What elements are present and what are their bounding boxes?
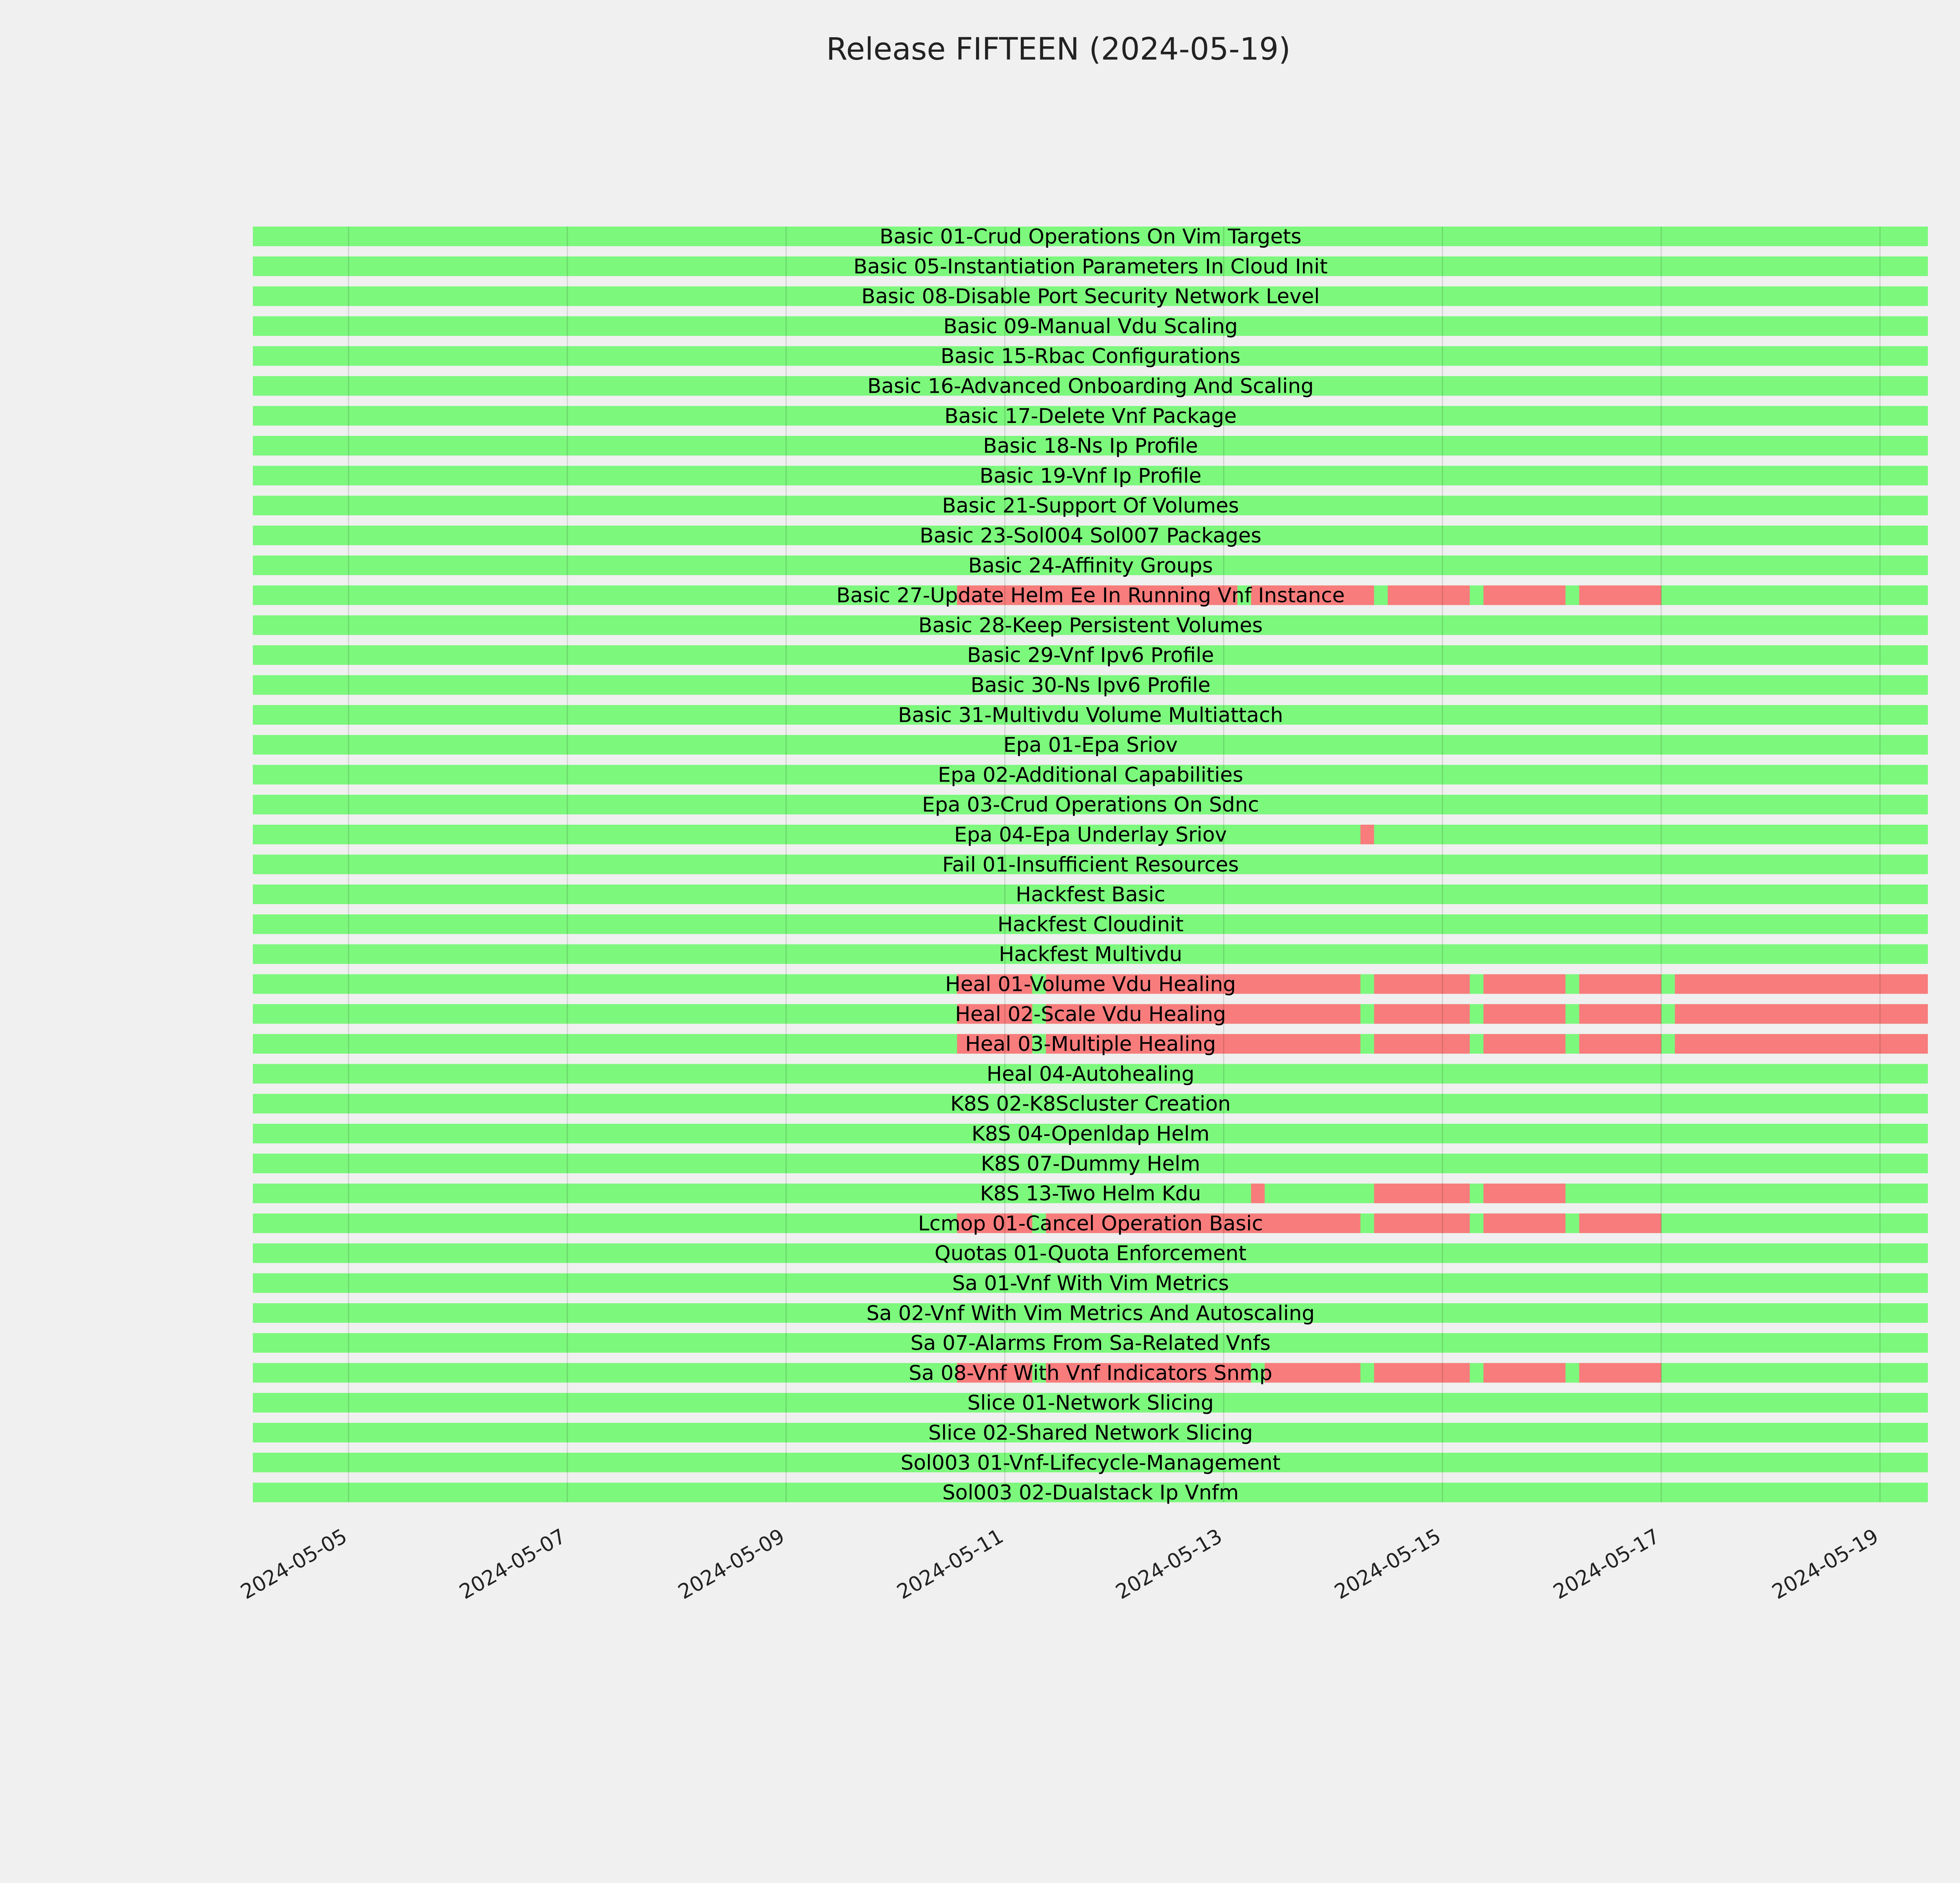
row-label: Epa 02-Additional Capabilities bbox=[938, 763, 1243, 787]
row-label: Sa 07-Alarms From Sa-Related Vnfs bbox=[910, 1332, 1271, 1355]
row-fail-segment bbox=[1483, 1004, 1565, 1024]
row-fail-segment bbox=[1675, 1004, 1928, 1024]
row-fail-segment bbox=[1483, 1363, 1565, 1382]
row-label: Quotas 01-Quota Enforcement bbox=[935, 1242, 1247, 1266]
x-axis-ticks bbox=[237, 1524, 1882, 1604]
x-tick-label: 2024-05-15 bbox=[1330, 1524, 1445, 1604]
row-label: Slice 02-Shared Network Slicing bbox=[928, 1421, 1253, 1445]
row-fail-segment bbox=[1579, 1214, 1661, 1233]
row-label: Basic 15-Rbac Configurations bbox=[940, 345, 1241, 368]
row-label: Hackfest Cloudinit bbox=[997, 912, 1184, 936]
row-label: Basic 24-Affinity Groups bbox=[968, 554, 1213, 578]
row-label: Slice 01-Network Slicing bbox=[967, 1391, 1214, 1415]
row-label: Lcmop 01-Cancel Operation Basic bbox=[918, 1212, 1263, 1235]
row-fail-segment bbox=[1374, 1004, 1470, 1024]
row-fail-segment bbox=[1483, 1034, 1565, 1054]
x-tick-label: 2024-05-13 bbox=[1112, 1524, 1227, 1604]
row-label: Basic 17-Delete Vnf Package bbox=[944, 404, 1237, 428]
row-label: Basic 28-Keep Persistent Volumes bbox=[918, 613, 1263, 637]
row-label: Basic 29-Vnf Ipv6 Profile bbox=[967, 644, 1214, 668]
row-label: Epa 04-Epa Underlay Sriov bbox=[954, 823, 1227, 847]
row-fail-segment bbox=[1579, 1004, 1661, 1024]
row-label: Basic 19-Vnf Ip Profile bbox=[979, 464, 1202, 488]
row-label: Basic 08-Disable Port Security Network Level bbox=[861, 285, 1320, 308]
row-label: Basic 21-Support Of Volumes bbox=[942, 494, 1239, 518]
row-fail-segment bbox=[1374, 1034, 1470, 1054]
row-fail-segment bbox=[1388, 586, 1470, 605]
row-fail-segment bbox=[1675, 1034, 1928, 1054]
row-label: Basic 18-Ns Ip Profile bbox=[983, 434, 1198, 458]
row-label: Heal 04-Autohealing bbox=[986, 1062, 1195, 1086]
row-label: Heal 01-Volume Vdu Healing bbox=[945, 972, 1236, 996]
row-label: Basic 27-Update Helm Ee In Running Vnf Instance bbox=[836, 584, 1345, 608]
row-fail-segment bbox=[1579, 1363, 1661, 1382]
x-tick-label: 2024-05-09 bbox=[674, 1524, 789, 1604]
row-label: Basic 31-Multivdu Volume Multiattach bbox=[898, 703, 1283, 727]
row-label: Hackfest Basic bbox=[1016, 883, 1165, 907]
chart-title: Release FIFTEEN (2024-05-19) bbox=[826, 32, 1291, 67]
x-tick-label: 2024-05-17 bbox=[1549, 1524, 1664, 1604]
row-label: Epa 01-Epa Sriov bbox=[1003, 733, 1178, 757]
x-tick-label: 2024-05-07 bbox=[456, 1524, 570, 1604]
row-label: K8S 04-Openldap Helm bbox=[971, 1122, 1210, 1146]
row-fail-segment bbox=[1374, 1363, 1470, 1382]
row-label: K8S 13-Two Helm Kdu bbox=[980, 1182, 1201, 1206]
row-label: Basic 16-Advanced Onboarding And Scaling bbox=[867, 374, 1314, 398]
row-fail-segment bbox=[1374, 974, 1470, 994]
row-label: Basic 23-Sol004 Sol007 Packages bbox=[920, 524, 1261, 548]
row-label: Heal 03-Multiple Healing bbox=[965, 1032, 1216, 1056]
row-label: Sa 02-Vnf With Vim Metrics And Autoscaling bbox=[866, 1301, 1315, 1325]
row-fail-segment bbox=[1374, 1184, 1470, 1203]
row-fail-segment bbox=[1374, 1214, 1470, 1233]
row-label: Sol003 01-Vnf-Lifecycle-Management bbox=[900, 1451, 1281, 1475]
row-label: K8S 02-K8Scluster Creation bbox=[950, 1092, 1231, 1116]
row-fail-segment bbox=[1579, 974, 1661, 994]
row-fail-segment bbox=[1483, 974, 1565, 994]
row-fail-segment bbox=[1675, 974, 1928, 994]
row-label: Heal 02-Scale Vdu Healing bbox=[955, 1002, 1226, 1026]
x-tick-label: 2024-05-19 bbox=[1768, 1524, 1883, 1604]
x-tick-label: 2024-05-05 bbox=[236, 1524, 351, 1604]
row-label: Sol003 02-Dualstack Ip Vnfm bbox=[942, 1481, 1239, 1505]
row-fail-segment bbox=[1360, 825, 1374, 844]
row-fail-segment bbox=[1251, 1184, 1265, 1203]
row-label: Hackfest Multivdu bbox=[999, 943, 1182, 967]
row-label: Basic 05-Instantiation Parameters In Cloud Init bbox=[853, 255, 1328, 279]
row-label: Sa 08-Vnf With Vnf Indicators Snmp bbox=[909, 1361, 1272, 1385]
row-label: Basic 09-Manual Vdu Scaling bbox=[943, 314, 1238, 338]
row-fail-segment bbox=[1265, 1363, 1360, 1382]
row-label: Epa 03-Crud Operations On Sdnc bbox=[922, 793, 1259, 817]
row-label: Fail 01-Insufficient Resources bbox=[942, 853, 1239, 877]
row-fail-segment bbox=[1483, 1214, 1565, 1233]
row-fail-segment bbox=[1483, 1184, 1565, 1203]
row-fail-segment bbox=[1579, 1034, 1661, 1054]
row-fail-segment bbox=[1579, 586, 1661, 605]
row-label: Sa 01-Vnf With Vim Metrics bbox=[952, 1272, 1229, 1295]
x-tick-label: 2024-05-11 bbox=[893, 1524, 1007, 1604]
row-label: Basic 01-Crud Operations On Vim Targets bbox=[879, 225, 1302, 249]
row-fail-segment bbox=[1483, 586, 1565, 605]
row-label: Basic 30-Ns Ipv6 Profile bbox=[970, 673, 1211, 697]
row-label: K8S 07-Dummy Helm bbox=[981, 1152, 1200, 1176]
